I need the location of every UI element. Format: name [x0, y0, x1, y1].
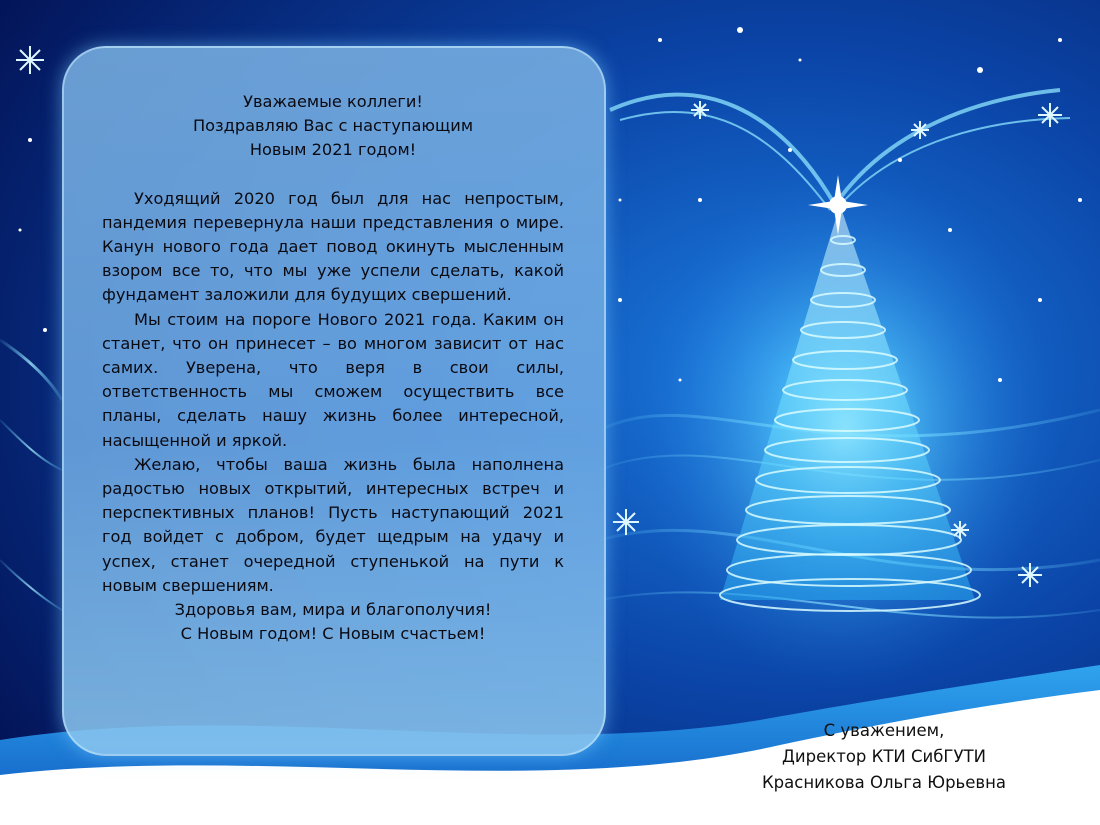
letter-paragraph: Мы стоим на пороге Нового 2021 года. Каким он станет, что он принесет – во многом зависит от нас самих. Уверена, что веря в свои силы, ответственность мы сможем осуществить все планы, сделать нашу жизнь более интересной, насыщенной и яркой. — [102, 309, 564, 450]
signature-name: Красникова Ольга Юрьевна — [761, 773, 1007, 792]
greeting-line: Новым 2021 годом! — [249, 140, 417, 160]
greeting-letter — [102, 90, 564, 646]
signature-block — [724, 718, 1044, 796]
letter-paragraph: Уходящий 2020 год был для нас непростым, пандемия перевернула наши представления о мире. Канун нового года дает повод окинуть мысленным взором все то, что мы уже успели сделать, какой фундамент заложили для будущих свершений. — [102, 188, 564, 305]
letter-paragraph: Желаю, чтобы ваша жизнь была наполнена радостью новых открытий, интересных встреч и перспективных планов! Пусть наступающий 2021 год войдет с добром, будет щедрым на удачу и успех, станет очередной ступенькой на пути к новым свершениям. — [102, 454, 564, 595]
greeting-line: Поздравляю Вас с наступающим — [192, 116, 474, 136]
closing-line: С Новым годом! С Новым счастьем! — [180, 624, 486, 644]
closing-line: Здоровья вам, мира и благополучия! — [174, 600, 492, 620]
signature-position: Директор КТИ СибГУТИ — [782, 747, 986, 766]
signature-regards: С уважением, — [823, 721, 945, 740]
greeting-line: Уважаемые коллеги! — [243, 92, 423, 111]
